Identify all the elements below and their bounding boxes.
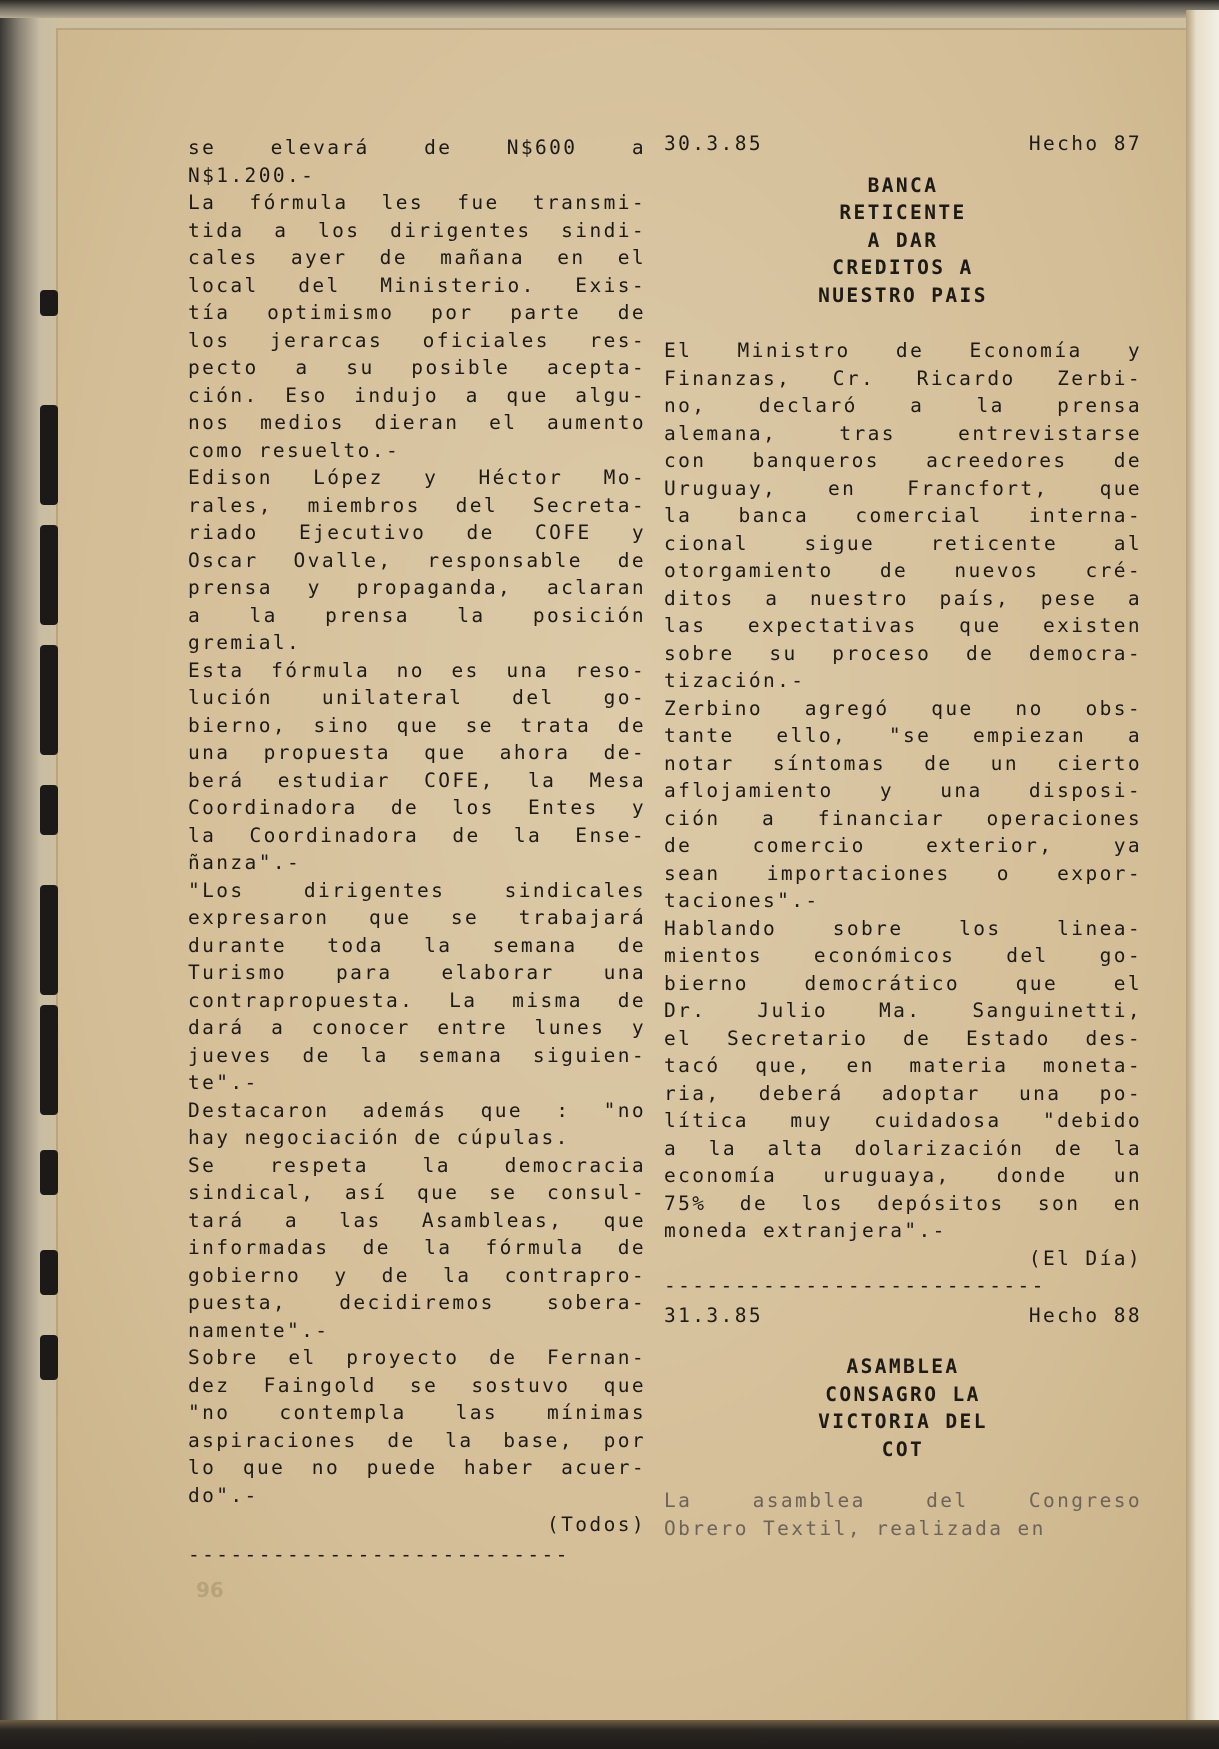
text-line: tida a los dirigentes sindi- bbox=[188, 218, 646, 242]
text-line: otorgamiento de nuevos cré- bbox=[664, 559, 1142, 582]
fact-87-header bbox=[664, 130, 1142, 158]
text-line: sean importaciones o expor- bbox=[664, 861, 1142, 885]
text-line: no, declaró a la prensa bbox=[664, 394, 1142, 417]
binding-mark bbox=[40, 885, 58, 995]
text-line: alemana, tras entrevistarse bbox=[664, 421, 1142, 445]
left-column-text bbox=[188, 134, 646, 1509]
text-line: con banqueros acreedores de bbox=[664, 449, 1142, 472]
binding-mark bbox=[40, 1005, 58, 1115]
text-line: gobierno y de la contrapro- bbox=[188, 1263, 646, 1287]
text-line: La fórmula les fue transmi- bbox=[188, 191, 646, 214]
title-line: VICTORIA DEL bbox=[818, 1410, 988, 1433]
text-line: 75% de los depósitos son en bbox=[664, 1191, 1142, 1215]
text-line: lución unilateral del go- bbox=[188, 686, 646, 709]
text-line: gremial. bbox=[188, 631, 302, 654]
fact-87-separator: --------------------------- bbox=[664, 1274, 1046, 1297]
text-line: Obrero Textil, realizada en bbox=[664, 1516, 1046, 1540]
text-line: Esta fórmula no es una reso- bbox=[188, 658, 646, 682]
title-line: COT bbox=[881, 1437, 925, 1461]
text-line: nos medios dieran el aumento bbox=[188, 411, 646, 434]
text-line: una propuesta que ahora de- bbox=[188, 741, 646, 764]
text-line: tacó que, en materia moneta- bbox=[664, 1054, 1142, 1077]
fact-87-text bbox=[664, 337, 1142, 1245]
text-line: te".- bbox=[188, 1071, 259, 1094]
title-line: ASAMBLEA bbox=[846, 1355, 960, 1378]
text-line: Coordinadora de los Entes y bbox=[188, 796, 646, 819]
text-line: Finanzas, Cr. Ricardo Zerbi- bbox=[664, 366, 1142, 390]
text-line: aspiraciones de la base, por bbox=[188, 1428, 646, 1452]
text-line: ditos a nuestro país, pese a bbox=[664, 586, 1142, 610]
text-line: puesta, decidiremos sobera- bbox=[188, 1291, 646, 1314]
title-line: NUESTRO PAIS bbox=[818, 283, 988, 307]
scan-right-edge bbox=[1186, 10, 1219, 1749]
binding-mark bbox=[40, 1335, 58, 1380]
text-line: los jerarcas oficiales res- bbox=[188, 328, 646, 352]
text-line: pecto a su posible acepta- bbox=[188, 356, 646, 379]
text-line: ción a financiar operaciones bbox=[664, 806, 1142, 830]
text-line: sindical, así que se consul- bbox=[188, 1181, 646, 1204]
text-line: Hablando sobre los linea- bbox=[664, 916, 1142, 940]
title-line: CONSAGRO LA bbox=[825, 1382, 981, 1406]
text-line: aflojamiento y una disposi- bbox=[664, 779, 1142, 802]
text-line: Uruguay, en Francfort, que bbox=[664, 476, 1142, 500]
scan-bottom-edge bbox=[0, 1720, 1219, 1749]
title-line: BANCA bbox=[867, 173, 939, 197]
title-line: CREDITOS A bbox=[832, 256, 974, 279]
text-line: tará a las Asambleas, que bbox=[188, 1208, 646, 1232]
binding-mark bbox=[40, 645, 58, 755]
text-line: la Coordinadora de la Ense- bbox=[188, 823, 646, 847]
text-line: Dr. Julio Ma. Sanguinetti, bbox=[664, 999, 1142, 1022]
text-line: expresaron que se trabajará bbox=[188, 906, 646, 929]
text-line: Turismo para elaborar una bbox=[188, 961, 646, 984]
text-line: contrapropuesta. La misma de bbox=[188, 988, 646, 1012]
text-line: a la prensa la posición bbox=[188, 603, 646, 627]
text-line: jueves de la semana siguien- bbox=[188, 1043, 646, 1067]
text-line: a la alta dolarización de la bbox=[664, 1136, 1142, 1160]
text-line: Edison López y Héctor Mo- bbox=[188, 466, 646, 489]
fact-88-header bbox=[664, 1302, 1142, 1330]
text-line: cional sigue reticente al bbox=[664, 531, 1142, 555]
right-column bbox=[664, 130, 1142, 1542]
text-line: lítica muy cuidadosa "debido bbox=[664, 1109, 1142, 1132]
text-line: Oscar Ovalle, responsable de bbox=[188, 548, 646, 572]
title-line: RETICENTE bbox=[839, 201, 967, 224]
text-line: Sobre el proyecto de Fernan- bbox=[188, 1346, 646, 1369]
text-line: Zerbino agregó que no obs- bbox=[664, 696, 1142, 720]
text-line: economía uruguaya, donde un bbox=[664, 1164, 1142, 1187]
binding-mark bbox=[40, 525, 58, 625]
text-line: la banca comercial interna- bbox=[664, 504, 1142, 527]
text-line: rales, miembros del Secreta- bbox=[188, 493, 646, 517]
text-line: las expectativas que existen bbox=[664, 614, 1142, 637]
fact-88-date: 31.3.85 bbox=[664, 1303, 763, 1327]
fact-88-text bbox=[664, 1487, 1142, 1542]
text-line: local del Ministerio. Exis- bbox=[188, 273, 646, 297]
text-line: bierno, sino que se trata de bbox=[188, 713, 646, 737]
text-line: Destacaron además que : "no bbox=[188, 1098, 646, 1122]
text-line: cales ayer de mañana en el bbox=[188, 246, 646, 269]
text-line: moneda extranjera".- bbox=[664, 1219, 947, 1242]
text-line: el Secretario de Estado des- bbox=[664, 1026, 1142, 1050]
text-line: ñanza".- bbox=[188, 851, 302, 874]
page-number: 96 bbox=[196, 1578, 224, 1602]
text-line: se elevará de N$600 a bbox=[188, 136, 646, 159]
binding-mark bbox=[40, 1150, 58, 1195]
text-line: tía optimismo por parte de bbox=[188, 301, 646, 324]
text-line: notar síntomas de un cierto bbox=[664, 751, 1142, 775]
text-line: hay negociación de cúpulas. bbox=[188, 1126, 570, 1149]
text-line: "no contempla las mínimas bbox=[188, 1401, 646, 1424]
text-line: lo que no puede haber acuer- bbox=[188, 1456, 646, 1479]
left-source: (Todos) bbox=[547, 1513, 646, 1536]
text-line: "Los dirigentes sindicales bbox=[188, 878, 646, 902]
text-line: mientos económicos del go- bbox=[664, 944, 1142, 967]
text-line: riado Ejecutivo de COFE y bbox=[188, 521, 646, 544]
fact-87-date: 30.3.85 bbox=[664, 132, 763, 155]
fact-87-label: Hecho 87 bbox=[1028, 132, 1142, 155]
scan-top-edge bbox=[0, 0, 1219, 18]
text-line: de comercio exterior, ya bbox=[664, 834, 1142, 857]
left-separator: --------------------------- bbox=[188, 1542, 570, 1566]
text-line: ria, deberá adoptar una po- bbox=[664, 1081, 1142, 1105]
text-line: sobre su proceso de democra- bbox=[664, 641, 1142, 665]
text-line: tización.- bbox=[664, 669, 806, 692]
title-line: A DAR bbox=[867, 228, 939, 252]
binding-mark bbox=[40, 405, 58, 505]
binding-mark bbox=[40, 1250, 58, 1295]
text-line: informadas de la fórmula de bbox=[188, 1236, 646, 1259]
text-line: ción. Eso indujo a que algu- bbox=[188, 383, 646, 407]
text-line: La asamblea del Congreso bbox=[664, 1489, 1142, 1512]
text-line: tante ello, "se empiezan a bbox=[664, 724, 1142, 747]
text-line: dará a conocer entre lunes y bbox=[188, 1016, 646, 1039]
left-column bbox=[188, 134, 646, 1568]
fact-87-title bbox=[664, 172, 1142, 310]
text-line: do".- bbox=[188, 1483, 259, 1507]
text-line: Se respeta la democracia bbox=[188, 1153, 646, 1177]
fact-87-source: (El Día) bbox=[1028, 1246, 1142, 1270]
fact-88-title bbox=[664, 1353, 1142, 1463]
binding-mark bbox=[40, 785, 58, 835]
text-line: dez Faingold se sostuvo que bbox=[188, 1373, 646, 1397]
fact-88-label: Hecho 88 bbox=[1028, 1303, 1142, 1327]
text-line: N$1.200.- bbox=[188, 163, 316, 187]
text-line: El Ministro de Economía y bbox=[664, 339, 1142, 362]
text-line: berá estudiar COFE, la Mesa bbox=[188, 768, 646, 792]
text-line: bierno democrático que el bbox=[664, 971, 1142, 995]
binding-mark bbox=[40, 290, 58, 316]
text-line: como resuelto.- bbox=[188, 438, 401, 462]
text-line: namente".- bbox=[188, 1318, 330, 1342]
text-line: durante toda la semana de bbox=[188, 933, 646, 957]
text-line: prensa y propaganda, aclaran bbox=[188, 576, 646, 599]
text-line: taciones".- bbox=[664, 889, 820, 912]
